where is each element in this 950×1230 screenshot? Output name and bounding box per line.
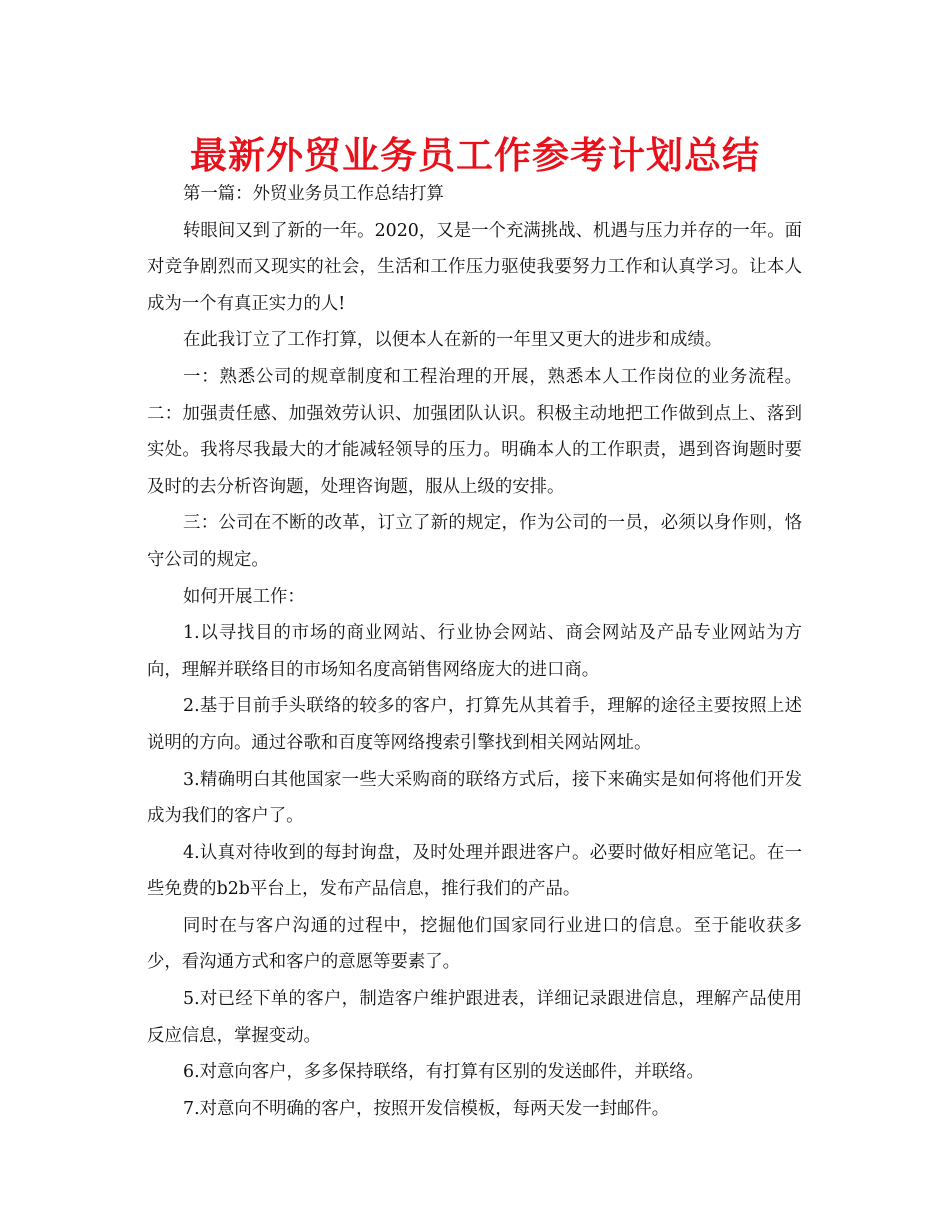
document-body	[147, 176, 802, 1127]
paragraph: 三：公司在不断的改革，订立了新的规定，作为公司的一员，必须以身作则，恪守公司的规定。	[147, 513, 802, 570]
list-item: 6.对意向客户，多多保持联络，有打算有区别的发送邮件，并联络。	[183, 1062, 704, 1083]
list-item: 7.对意向不明确的客户，按照开发信模板，每两天发一封邮件。	[183, 1098, 670, 1119]
paragraph: 如何开展工作：	[183, 586, 305, 607]
paragraph: 一：熟悉公司的规章制度和工程治理的开展，熟悉本人工作岗位的业务流程。二：加强责任感、加强效劳认识、加强团队认识。积极主动地把工作做到点上、落到实处。我将尽我最大的才能减轻领导的压力。明确本人的工作职责，遇到咨询题时要及时的去分析咨询题，处理咨询题，服从上级的安排。	[147, 366, 802, 497]
list-item: 1.以寻找目的市场的商业网站、行业协会网站、商会网站及产品专业网站为方向，理解并联络目的市场知名度高销售网络庞大的进口商。	[147, 623, 802, 680]
paragraph: 同时在与客户沟通的过程中，挖掘他们国家同行业进口的信息。至于能收获多少，看沟通方式和客户的意愿等要素了。	[147, 915, 802, 973]
list-item: 2.基于目前手头联络的较多的客户，打算先从其着手，理解的途径主要按照上述说明的方向。通过谷歌和百度等网络搜索引擎找到相关网站网址。	[147, 696, 802, 753]
document-title: 最新外贸业务员工作参考计划总结	[190, 134, 760, 177]
list-item: 5.对已经下单的客户，制造客户维护跟进表，详细记录跟进信息，理解产品使用反应信息，掌握变动。	[147, 989, 802, 1046]
list-item: 4.认真对待收到的每封询盘，及时处理并跟进客户。必要时做好相应笔记。在一些免费的b2b平台上，发布产品信息，推行我们的产品。	[147, 842, 802, 900]
paragraph: 转眼间又到了新的一年。2020，又是一个充满挑战、机遇与压力并存的一年。面对竞争剧烈而又现实的社会，生活和工作压力驱使我要努力工作和认真学习。让本人成为一个有真正实力的人!	[147, 220, 802, 314]
section-heading: 第一篇：外贸业务员工作总结打算	[183, 184, 444, 204]
list-item: 3.精确明白其他国家一些大采购商的联络方式后，接下来确实是如何将他们开发成为我们的客户了。	[147, 769, 802, 827]
paragraph: 在此我订立了工作打算，以便本人在新的一年里又更大的进步和成绩。	[183, 330, 723, 351]
